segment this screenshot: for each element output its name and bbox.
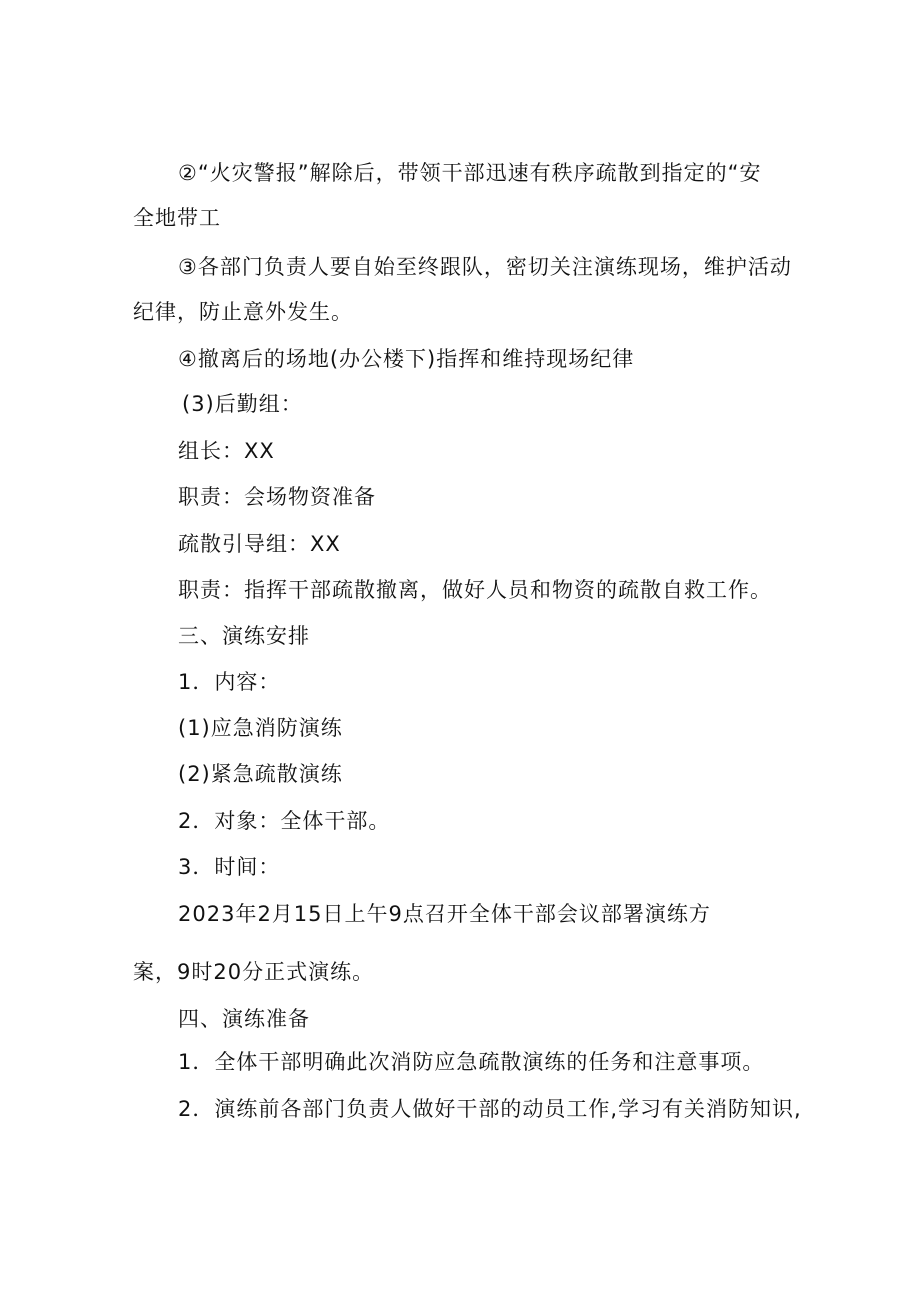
- paragraph-line: ④撤离后的场地(办公楼下)指挥和维持现场纪律: [178, 347, 635, 371]
- list-item: 3．时间：: [178, 855, 281, 879]
- paragraph-line: ②“火灾警报”解除后，带领干部迅速有秩序疏散到指定的“安: [178, 161, 762, 185]
- list-item: 2．演练前各部门负责人做好干部的动员工作,学习有关消防知识,: [178, 1097, 802, 1121]
- list-item: (1)应急消防演练: [178, 716, 343, 740]
- paragraph-line: ③各部门负责人要自始至终跟队，密切关注演练现场，维护活动: [178, 255, 792, 279]
- section-heading: (3)后勤组：: [182, 392, 303, 416]
- section-heading: 四、演练准备: [178, 1007, 310, 1031]
- paragraph-line: 职责：指挥干部疏散撤离，做好人员和物资的疏散自救工作。: [178, 578, 772, 602]
- paragraph-line: 疏散引导组：XX: [178, 532, 341, 556]
- paragraph-line: 纪律，防止意外发生。: [133, 300, 353, 324]
- list-item: 1．内容：: [178, 670, 281, 694]
- list-item: 2．对象：全体干部。: [178, 809, 391, 833]
- section-heading: 三、演练安排: [178, 624, 310, 648]
- paragraph-line: 2023年2月15日上午9点召开全体干部会议部署演练方: [178, 902, 711, 926]
- list-item: 1．全体干部明确此次消防应急疏散演练的任务和注意事项。: [178, 1050, 765, 1074]
- paragraph-line: 组长：XX: [178, 439, 275, 463]
- paragraph-line: 案，9时20分正式演练。: [133, 960, 375, 984]
- paragraph-line: 全地带工: [133, 206, 221, 230]
- paragraph-line: 职责：会场物资准备: [178, 485, 376, 509]
- list-item: (2)紧急疏散演练: [178, 762, 343, 786]
